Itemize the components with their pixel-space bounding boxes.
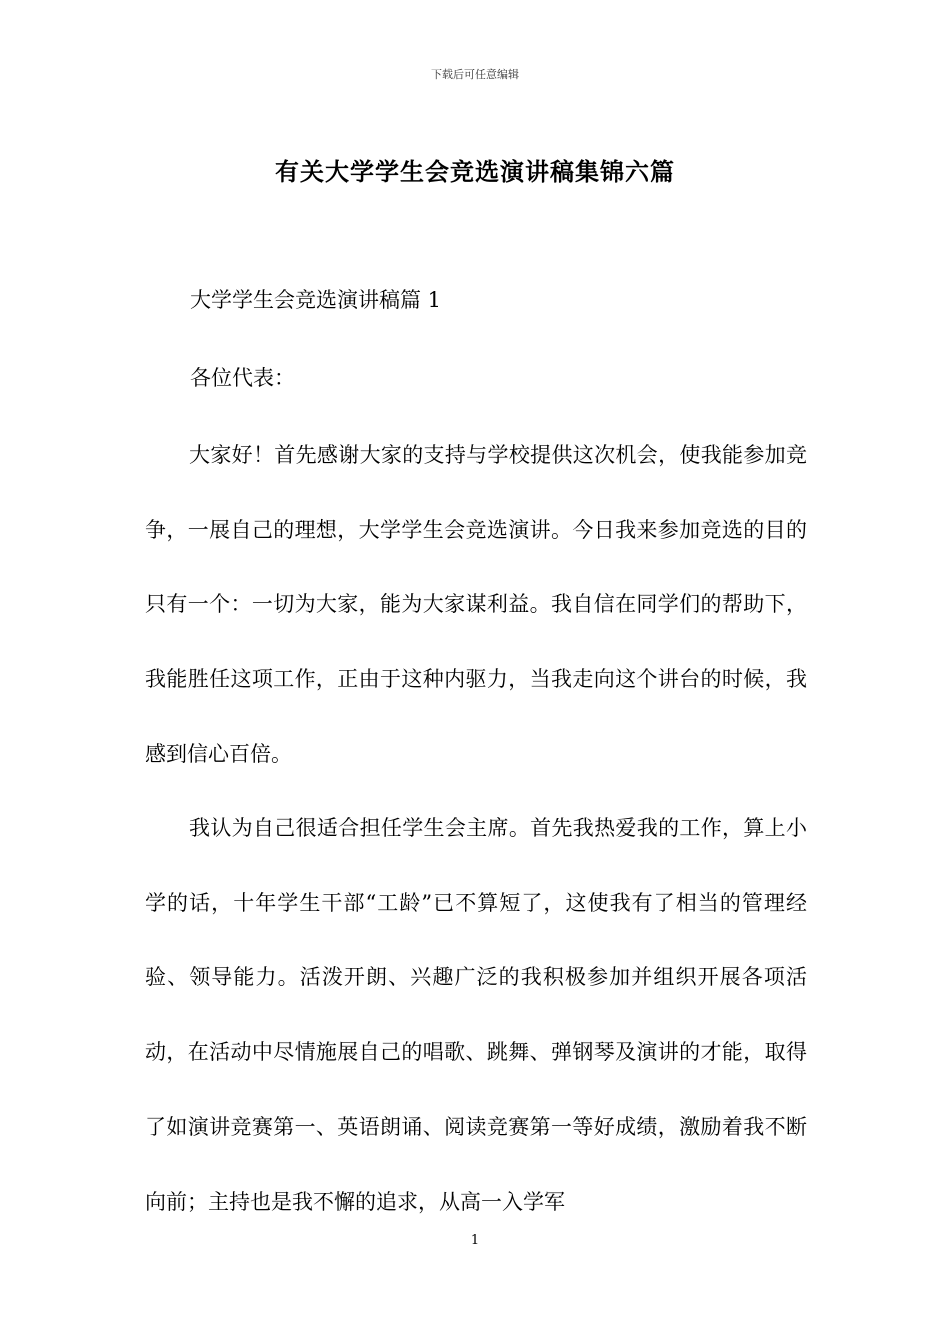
header-note: 下载后可任意编辑 (431, 68, 519, 81)
salutation: 各位代表： (190, 366, 295, 390)
page-number: 1 (470, 1233, 480, 1248)
document-title: 有关大学学生会竞选演讲稿集锦六篇 (275, 157, 675, 186)
paragraph-1: 大家好！首先感谢大家的支持与学校提供这次机会，使我能参加竞争，一展自己的理想，大学学生会竞选演讲。今日我来参加竞选的目的只有一个：一切为大家，能为大家谋利益。我自信在同学们的帮助下，我能胜任这项工作，正由于这种内驱力，当我走向这个讲台的时候，我感到信心百倍。 (145, 443, 807, 766)
section-heading: 大学学生会竞选演讲稿篇 1 (190, 288, 442, 312)
paragraph-2: 我认为自己很适合担任学生会主席。首先我热爱我的工作，算上小学的话，十年学生干部“工龄”已不算短了，这使我有了相当的管理经验、领导能力。活泼开朗、兴趣广泛的我积极参加并组织开展各项活动，在活动中尽情施展自己的唱歌、跳舞、弹钢琴及演讲的才能，取得了如演讲竞赛第一、英语朗诵、阅读竞赛第一等好成绩，激励着我不断向前；主持也是我不懈的追求，从高一入学军 (145, 816, 807, 1214)
